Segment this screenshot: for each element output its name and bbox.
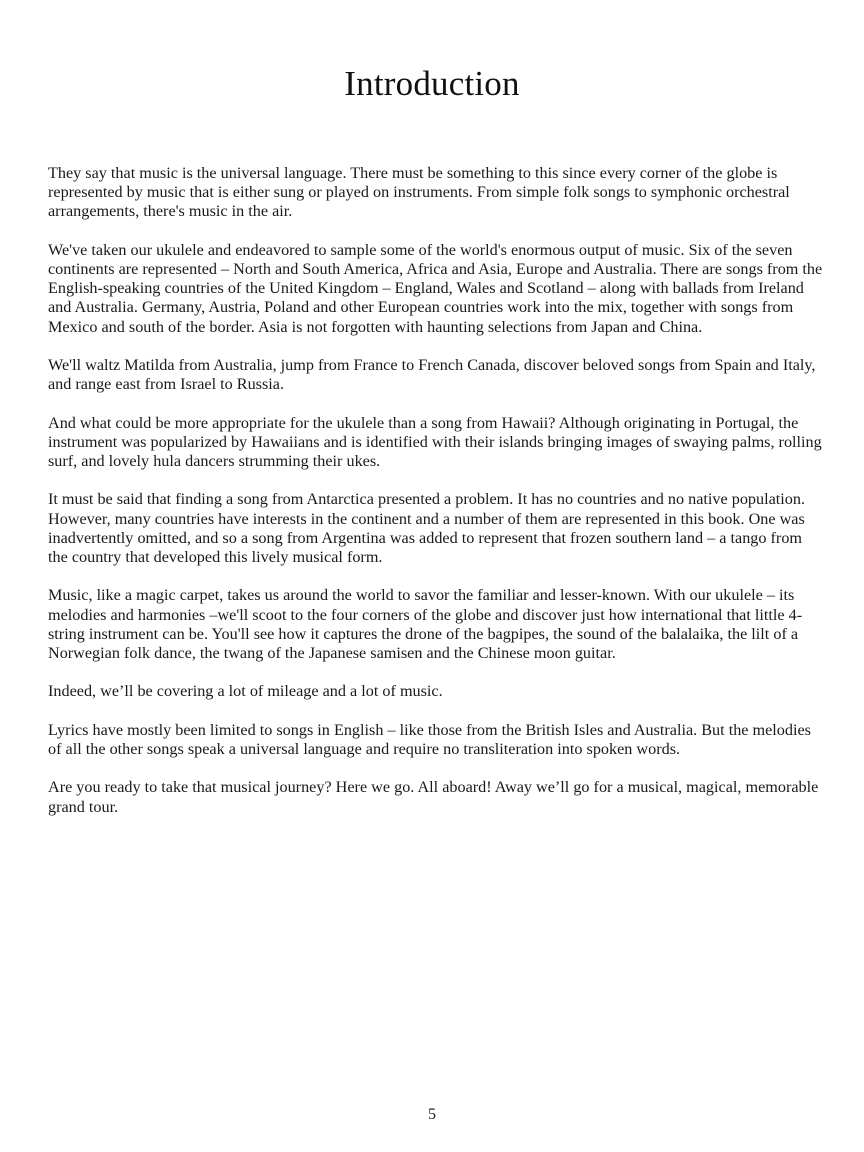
paragraph-universal-language: They say that music is the universal language. There must be something to this since every corner of the globe is represented by music that is either sung or played on instruments. From simple folk songs to symphonic orchestral arrangements, there's music in the air. [48,164,790,221]
paragraph-mileage: Indeed, we’ll be covering a lot of mileage and a lot of music. [48,682,443,701]
paragraph-continents: We've taken our ukulele and endeavored to sample some of the world's enormous output of music. Six of the seven continents are represented – North and South America, Africa and Asia, Europe and Australia. There are songs from the English-speaking countries of the United Kingdom – England, Wales and Scotland – along with ballads from Ireland and Australia. Germany, Austria, Poland and other European countries work into the mix, together with songs from Mexico and south of the border. Asia is not forgotten with haunting selections from Japan and China. [48,240,823,336]
paragraph-lyrics: Lyrics have mostly been limited to songs in English – like those from the British Isles and Australia. But the melodies of all the other songs speak a universal language and require no transliteration into spoken words. [48,720,811,758]
body-text [48,164,823,836]
paragraph-magic-carpet: Music, like a magic carpet, takes us around the world to savor the familiar and lesser-known. With our ukulele – its melodies and harmonies –we'll scoot to the four corners of the globe and discover just how international that little 4-string instrument can be. You'll see how it captures the drone of the bagpipes, the sound of the balalaika, the lilt of a Norwegian folk dance, the twang of the Japanese samisen and the Chinese moon guitar. [48,586,803,662]
page-title: Introduction [344,64,520,103]
paragraph-hawaii: And what could be more appropriate for the ukulele than a song from Hawaii? Although originating in Portugal, the instrument was popularized by Hawaiians and is identified with their islands bringing images of swaying palms, rolling surf, and lovely hula dancers strumming their ukes. [48,413,822,470]
page-number: 5 [428,1106,436,1123]
paragraph-waltz-matilda: We'll waltz Matilda from Australia, jump from France to French Canada, discover beloved songs from Spain and Italy, and range east from Israel to Russia. [48,356,816,394]
paragraph-antarctica: It must be said that finding a song from Antarctica presented a problem. It has no countries and no native population. However, many countries have interests in the continent and a number of them are represented in this book. One was inadvertently omitted, and so a song from Argentina was added to represent that frozen southern land – a tango from the country that developed this lively musical form. [48,490,806,566]
paragraph-journey: Are you ready to take that musical journey? Here we go. All aboard! Away we’ll go for a musical, magical, memorable grand tour. [48,778,819,816]
